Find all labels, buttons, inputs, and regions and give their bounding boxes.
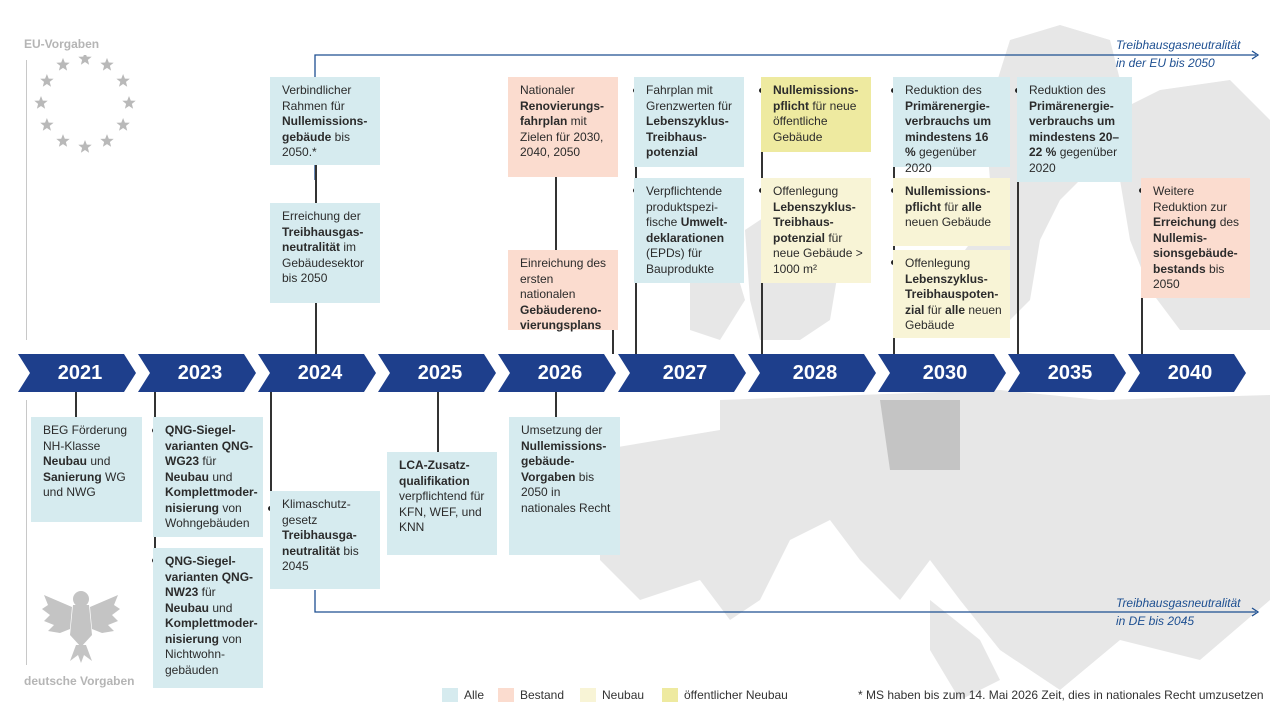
eu-star (116, 118, 129, 131)
timeline-box-eu-2028-b: Offenlegung Lebenszyklus-Treibhaus-potenzial für neue Gebäude > 1000 m² (761, 178, 871, 283)
year-label: 2035 (1047, 362, 1093, 384)
legend-swatch (580, 688, 596, 702)
eu-star (100, 134, 113, 147)
eu-star (56, 134, 69, 147)
footnote: * MS haben bis zum 14. Mai 2026 Zeit, dies in nationales Recht umzusetzen (858, 688, 1264, 702)
eu-star (34, 96, 47, 109)
legend-item (662, 687, 788, 703)
eu-stars-icon (30, 55, 140, 165)
connector-line (315, 165, 317, 203)
year-label: 2023 (177, 362, 223, 384)
connector-line (612, 330, 614, 354)
timeline-box-eu-2040: Weitere Reduktion zur Erreichung des Nullemis-sionsgebäude-bestands bis 2050 (1141, 178, 1250, 298)
timeline-box-de-2023-a: QNG-Siegel-varianten QNG-WG23 für Neubau und Komplettmoder-nisierung von Wohngebäuden (153, 417, 263, 537)
timeline-box-eu-2024-b: Erreichung der Treibhausgas-neutralität im Gebäudesektor bis 2050 (270, 203, 380, 303)
year-label: 2027 (662, 362, 708, 384)
legend-swatch (442, 688, 458, 702)
year-label: 2040 (1167, 362, 1213, 384)
year-label: 2024 (297, 362, 343, 384)
timeline-box-eu-2035: Reduktion des Primärenergie-verbrauchs um mindestens 20–22 % gegenüber 2020 (1017, 77, 1132, 182)
eu-star (116, 74, 129, 87)
timeline-box-eu-2030-a: Reduktion des Primärenergie-verbrauchs um mindestens 16 % gegenüber 2020 (893, 77, 1010, 167)
connector-line (555, 177, 557, 250)
eu-star (56, 58, 69, 71)
timeline-box-eu-2026-b: Einreichung des ersten nationalen Gebäudereno-vierungsplans (508, 250, 618, 330)
eu-star (40, 118, 53, 131)
year-label: 2026 (537, 362, 583, 384)
legend-item (442, 687, 484, 703)
timeline-box-de-2026: Umsetzung der Nullemissions-gebäude-Vorgaben bis 2050 in nationales Recht (509, 417, 620, 555)
timeline-box-de-2025: LCA-Zusatz-qualifikation verpflichtend für KFN, WEF, und KNN (387, 452, 497, 555)
legend-swatch (662, 688, 678, 702)
timeline-box-eu-2026-a: Nationaler Renovierungs-fahrplan mit Zielen für 2030, 2040, 2050 (508, 77, 618, 177)
year-label: 2028 (792, 362, 838, 384)
year-label: 2030 (922, 362, 968, 384)
federal-eagle-icon (40, 585, 122, 665)
year-label: 2025 (417, 362, 463, 384)
timeline-box-eu-2027-b: Verpflichtende produktspezi-fische Umwelt-deklarationen (EPDs) für Bauprodukte (634, 178, 744, 283)
eu-star (78, 140, 91, 153)
year-label: 2021 (57, 362, 103, 384)
legend-label: öffentlicher Neubau (684, 688, 788, 702)
legend-label: Bestand (520, 688, 565, 702)
connector-line (315, 303, 317, 354)
timeline-box-de-2021: BEG Förderung NH-Klasse Neubau und Sanierung WG und NWG (31, 417, 142, 522)
legend-item (580, 687, 644, 703)
timeline-box-eu-2024-a: Verbindlicher Rahmen für Nullemissions-gebäude bis 2050.* (270, 77, 380, 165)
de-divider (26, 400, 27, 665)
legend-label: Neubau (602, 688, 645, 702)
eu-label: EU-Vorgaben (24, 37, 100, 51)
connector-line (437, 392, 439, 460)
eu-star (122, 96, 135, 109)
eu-divider (26, 60, 27, 340)
legend-swatch (498, 688, 514, 702)
timeline-box-eu-2028-a: Nullemissions-pflicht für neue öffentliche Gebäude (761, 77, 871, 152)
de-label: deutsche Vorgaben (24, 674, 135, 688)
timeline-box-de-2023-b: QNG-Siegel-varianten QNG-NW23 für Neubau und Komplettmoder-nisierung von Nichtwohn-gebäuden (153, 548, 263, 688)
timeline-box-eu-2030-c: Offenlegung Lebenszyklus-Treibhauspoten-zial für alle neuen Gebäude (893, 250, 1010, 338)
timeline-box-de-2024: Klimaschutz-gesetz Treibhausga-neutralität bis 2045 (270, 491, 380, 589)
eu-star (100, 58, 113, 71)
eu-star (40, 74, 53, 87)
timeline-box-eu-2030-b: Nullemissions-pflicht für alle neuen Gebäude (893, 178, 1010, 246)
de-goal-label: Treibhausgasneutralität in DE bis 2045 (1116, 596, 1241, 628)
legend-label: Alle (464, 688, 485, 702)
timeline-box-eu-2027-a: Fahrplan mit Grenzwerten für Lebenszyklus-Treibhaus-potenzial (634, 77, 744, 167)
eu-star (78, 55, 91, 65)
legend-item (498, 687, 564, 703)
eu-goal-label: Treibhausgasneutralität in der EU bis 2050 (1116, 38, 1241, 70)
